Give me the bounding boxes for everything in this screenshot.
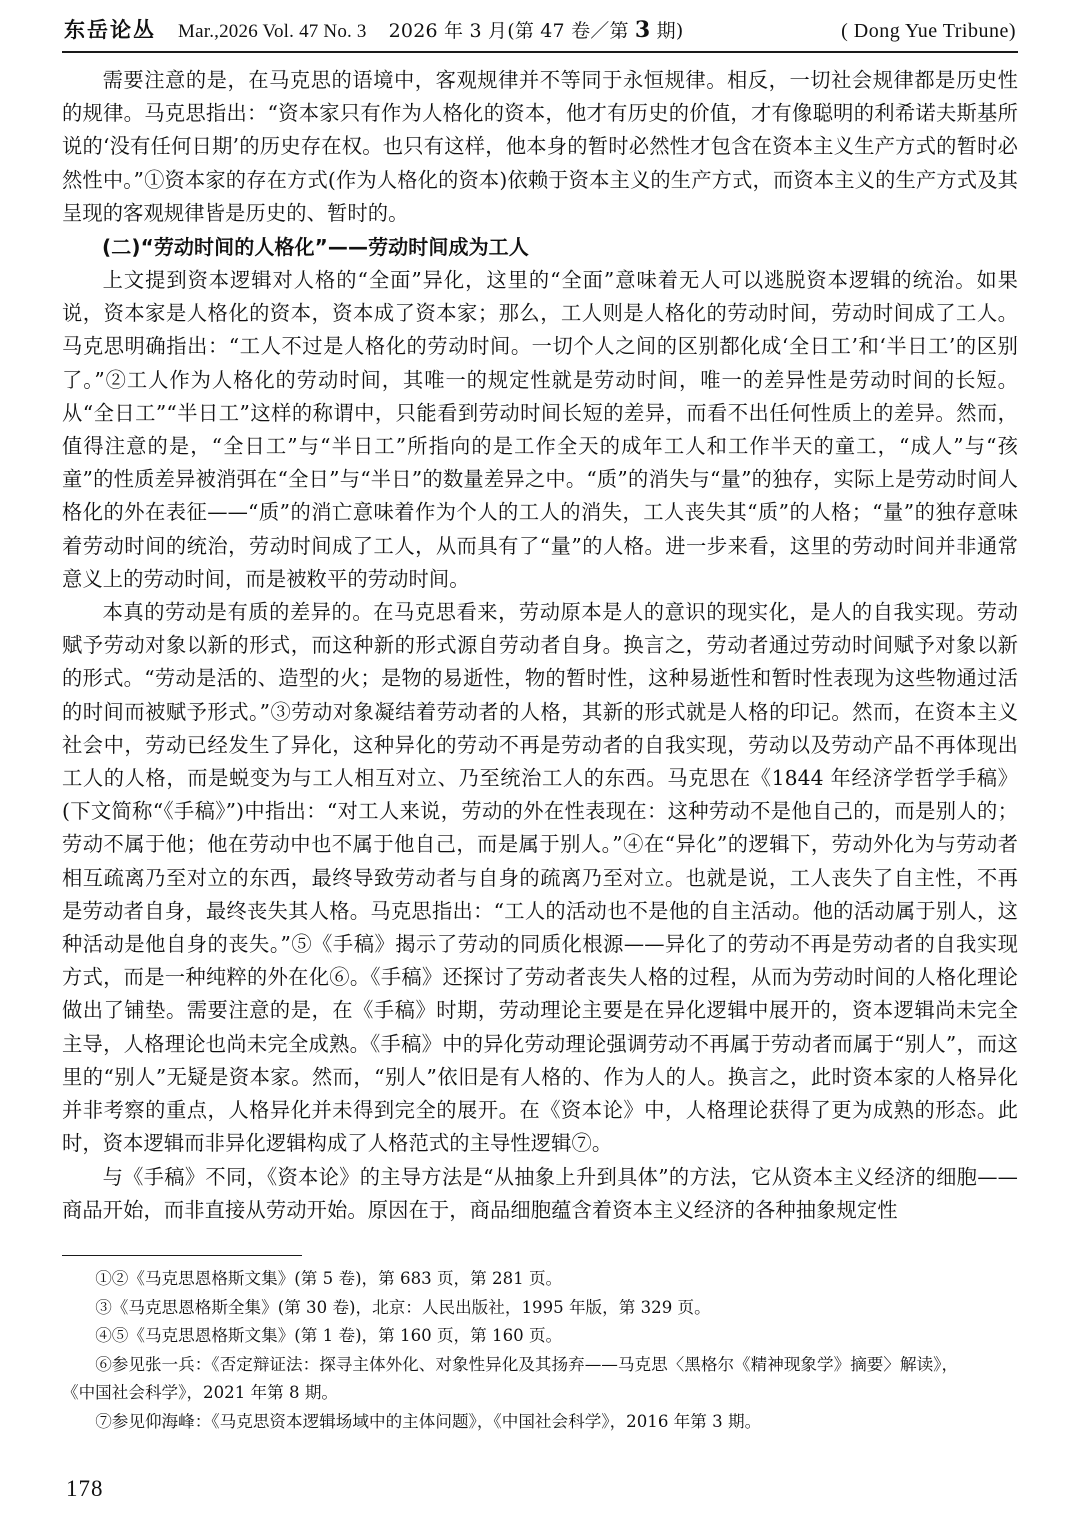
- section-subheading: (二)“劳动时间的人格化”——劳动时间成为工人: [102, 235, 529, 260]
- footnote-item: ⑥参见张一兵：《否定辩证法：探寻主体外化、对象性异化及其扬弃——马克思〈黑格尔《精神现象学》摘要〉解读》，: [95, 1354, 959, 1374]
- footnote-item: ④⑤《马克思恩格斯文集》(第 1 卷)，第 160 页，第 160 页。: [95, 1326, 563, 1345]
- footnote-item: ①②《马克思恩格斯文集》(第 5 卷)，第 683 页，第 281 页。: [95, 1269, 563, 1288]
- issue-chinese: [389, 16, 684, 43]
- issue-chinese-number: 3: [634, 17, 651, 43]
- footnote-block: [62, 1255, 1018, 1436]
- paragraph-4: 与《手稿》不同，《资本论》的主导方法是“从抽象上升到具体”的方法，它从资本主义经济的细胞——商品开始，而非直接从劳动开始。原因在于，商品细胞蕴含着资本主义经济的各种抽象规定性: [62, 1164, 1018, 1222]
- footnote-item: ⑦参见仰海峰：《马克思资本逻辑场域中的主体问题》，《中国社会科学》，2016 年第 3 期。: [95, 1411, 762, 1431]
- footnote-item: ③《马克思恩格斯全集》(第 30 卷)，北京：人民出版社，1995 年版，第 329 页。: [95, 1297, 711, 1317]
- issue-chinese-prefix: 2026 年 3 月(第 47 卷／第: [388, 20, 635, 42]
- article-body: [62, 64, 1018, 1227]
- running-head: [62, 14, 1018, 53]
- page-number: 178: [66, 1476, 104, 1501]
- paragraph-2: 上文提到资本逻辑对人格的“全面”异化，这里的“全面”意味着无人可以逃脱资本逻辑的统治。如果说，资本家是人格化的资本，资本成了资本家；那么，工人则是人格化的劳动时间，劳动时间成了工人。马克思明确指出：“工人不过是人格化的劳动时间。一切个人之间的区别都化成‘全日工’和‘半日工’的区别了。”②工人作为人格化的劳动时间，其唯一的规定性就是劳动时间，唯一的差异性是劳动时间的长短。从“全日工”“半日工”这样的称谓中，只能看到劳动时间长短的差异，而看不出任何性质上的差异。然而，值得注意的是，“全日工”与“半日工”所指向的是工作全天的成年工人和工作半天的童工，“成人”与“孩童”的性质差异被消弭在“全日”与“半日”的数量差异之中。“质”的消失与“量”的独存，实际上是劳动时间人格化的外在表征——“质”的消亡意味着作为个人的工人的消失，工人丧失其“质”的人格；“量”的独存意味着劳动时间的统治，劳动时间成了工人，从而具有了“量”的人格。进一步来看，这里的劳动时间并非通常意义上的劳动时间，而是被敉平的劳动时间。: [62, 268, 1018, 591]
- paragraph-3: 本真的劳动是有质的差异的。在马克思看来，劳动原本是人的意识的现实化，是人的自我实现。劳动赋予劳动对象以新的形式，而这种新的形式源自劳动者自身。换言之，劳动者通过劳动时间赋予对象以新的形式。“劳动是活的、造型的火；是物的易逝性，物的暂时性，这种易逝性和暂时性表现为这些物通过活的时间而被赋予形式。”③劳动对象凝结着劳动者的人格，其新的形式就是人格的印记。然而，在资本主义社会中，劳动已经发生了异化，这种异化的劳动不再是劳动者的自我实现，劳动以及劳动产品不再体现出工人的人格，而是蜕变为与工人相互对立、乃至统治工人的东西。马克思在《1844 年经济学哲学手稿》(下文简称“《手稿》”)中指出：“对工人来说，劳动的外在性表现在：这种劳动不是他自己的，而是别人的；劳动不属于他；他在劳动中也不属于他自己，而是属于别人。”④在“异化”的逻辑下，劳动外化为与劳动者相互疏离乃至对立的东西，最终导致劳动者与自身的疏离乃至对立。也就是说，工人丧失了自主性，不再是劳动者自身，最终丧失其人格。马克思指出：“工人的活动也不是他的自主活动。他的活动属于别人，这种活动是他自身的丧失。”⑤《手稿》揭示了劳动的同质化根源——异化了的劳动不再是劳动者的自我实现方式，而是一种纯粹的外在化⑥。《手稿》还探讨了劳动者丧失人格的过程，从而为劳动时间的人格化理论做出了铺垫。需要注意的是，在《手稿》时期，劳动理论主要是在异化逻辑中展开的，资本逻辑尚未完全主导，人格理论也尚未完全成熟。《手稿》中的异化劳动理论强调劳动不再属于劳动者而属于“别人”，而这里的“别人”无疑是资本家。然而，“别人”依旧是有人格的、作为人的人。换言之，此时资本家的人格异化并非考察的重点，人格异化并未得到完全的展开。在《资本论》中，人格理论获得了更为成熟的形态。此时，资本逻辑而非异化逻辑构成了人格范式的主导性逻辑⑦。: [62, 600, 1018, 1156]
- footnote-item-continued: 《中国社会科学》，2021 年第 8 期。: [62, 1383, 339, 1402]
- issue-chinese-suffix: 期): [650, 20, 684, 42]
- paragraph-1: 需要注意的是，在马克思的语境中，客观规律并不等同于永恒规律。相反，一切社会规律都是历史性的规律。马克思指出：“资本家只有作为人格化的资本，他才有历史的价值，才有像聪明的利希诺夫斯基所说的‘没有任何日期’的历史存在权。也只有这样，他本身的暂时必然性才包含在资本主义生产方式的暂时必然性中。”①资本家的存在方式(作为人格化的资本)依赖于资本主义的生产方式，而资本主义的生产方式及其呈现的客观规律皆是历史的、暂时的。: [62, 68, 1018, 225]
- journal-english-title: ( Dong Yue Tribune): [841, 20, 1016, 42]
- journal-name: 东岳论丛: [64, 17, 156, 42]
- footnote-separator-rule: [62, 1255, 302, 1256]
- issue-english: Mar.,2026 Vol. 47 No. 3: [178, 21, 367, 42]
